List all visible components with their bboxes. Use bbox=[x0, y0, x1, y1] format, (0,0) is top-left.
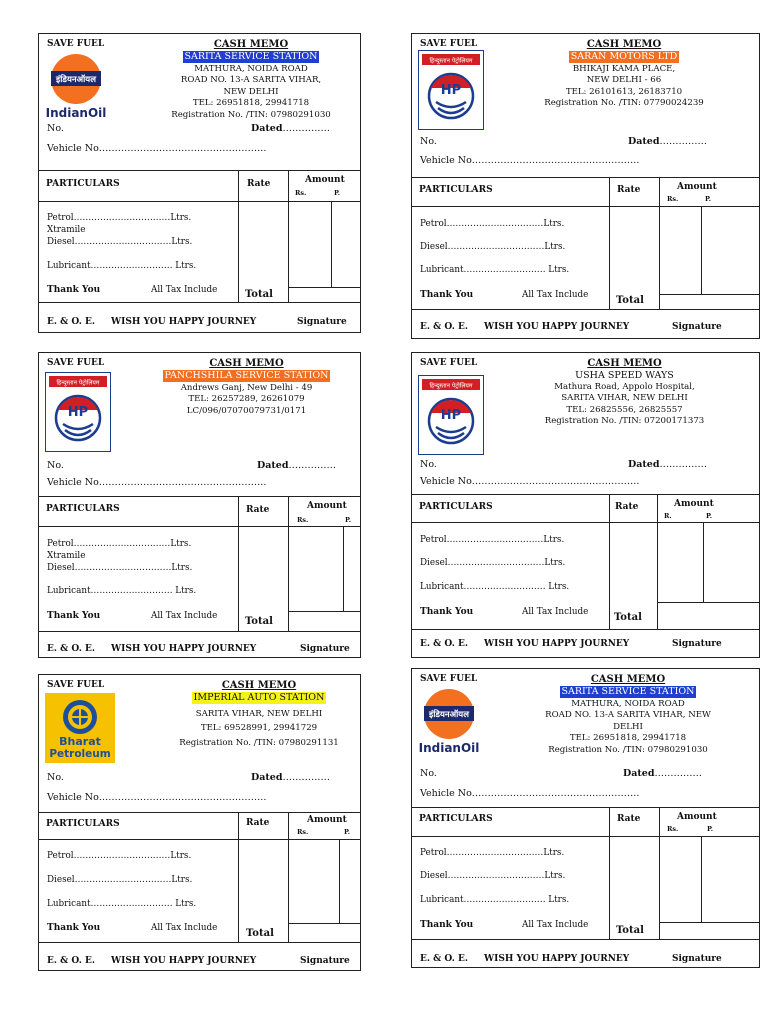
indianoil-icon bbox=[418, 687, 482, 757]
cash-memo-2 bbox=[411, 33, 760, 339]
particulars-table bbox=[39, 496, 360, 632]
memo-header bbox=[149, 358, 344, 417]
memo-number-label: No. bbox=[47, 460, 64, 471]
svg-text:HP: HP bbox=[67, 405, 89, 420]
diesel-line: Diesel……………………………Ltrs. bbox=[47, 563, 193, 573]
total-label: Total bbox=[614, 612, 642, 623]
total-label: Total bbox=[245, 616, 273, 627]
memo-number-label: No. bbox=[420, 768, 437, 779]
particulars-header: PARTICULARS bbox=[46, 819, 120, 829]
memo-header bbox=[161, 39, 341, 121]
dated-field: Dated…………… bbox=[628, 459, 707, 470]
svg-text:हिन्दुस्तान पेट्रोलियम: हिन्दुस्तान पेट्रोलियम bbox=[429, 57, 473, 65]
paise-label: P. bbox=[706, 512, 713, 520]
petrol-line: Petrol……………………………Ltrs. bbox=[47, 539, 192, 549]
signature-label: Signature bbox=[300, 956, 350, 966]
cash-memo-1 bbox=[38, 33, 361, 333]
rate-header: Rate bbox=[246, 818, 270, 828]
telephone: TEL: 26951818, 29941718 bbox=[569, 733, 687, 743]
rupees-label: Rs. bbox=[667, 825, 679, 833]
eoe-label: E. & O. E. bbox=[47, 956, 95, 966]
registration-no: Registration No. /TIN: 07980291131 bbox=[179, 737, 339, 748]
rupees-label: Rs. bbox=[297, 828, 309, 836]
bharat-petroleum-logo bbox=[45, 693, 115, 763]
wish-label: WISH YOU HAPPY JOURNEY bbox=[484, 322, 630, 332]
eoe-label: E. & O. E. bbox=[420, 954, 468, 964]
memo-header bbox=[169, 680, 349, 749]
svg-text:इंडियनऑयल: इंडियनऑयल bbox=[56, 75, 96, 85]
all-tax-label: All Tax Include bbox=[151, 923, 218, 933]
thank-you-label: Thank You bbox=[420, 920, 474, 930]
xtramile-line: Xtramile bbox=[47, 225, 86, 235]
total-label: Total bbox=[245, 289, 273, 300]
signature-label: Signature bbox=[672, 639, 722, 649]
vehicle-no-field: Vehicle No…………………………………………….. bbox=[47, 792, 267, 803]
eoe-label: E. & O. E. bbox=[47, 644, 95, 654]
paise-label: P. bbox=[334, 189, 341, 197]
telephone: TEL: 69528991, 29941729 bbox=[200, 723, 318, 733]
amount-header: Amount bbox=[674, 499, 714, 509]
particulars-table bbox=[39, 170, 360, 303]
lubricant-line: Lubricant………………………. Ltrs. bbox=[47, 586, 197, 596]
address-line: NEW DELHI bbox=[223, 86, 279, 97]
all-tax-label: All Tax Include bbox=[151, 611, 218, 621]
telephone: TEL: 26951818, 29941718 bbox=[192, 98, 310, 108]
particulars-header: PARTICULARS bbox=[419, 814, 493, 824]
cash-memo-title: CASH MEMO bbox=[221, 680, 297, 691]
dated-field: Dated…………… bbox=[628, 136, 707, 147]
cash-memo-title: CASH MEMO bbox=[213, 39, 289, 50]
signature-label: Signature bbox=[300, 644, 350, 654]
registration-no: Registration No. /TIN: 07980291030 bbox=[171, 109, 331, 120]
rupees-label: Rs. bbox=[297, 516, 309, 524]
rupees-label: Rs. bbox=[667, 195, 679, 203]
address-line: Mathura Road, Appolo Hospital, bbox=[554, 381, 695, 392]
bharat-petroleum-icon bbox=[45, 693, 115, 763]
station-name: PANCHSHILA SERVICE STATION bbox=[164, 370, 329, 381]
save-fuel-label: SAVE FUEL bbox=[47, 680, 105, 690]
address-line: DELHI bbox=[613, 721, 643, 732]
all-tax-label: All Tax Include bbox=[522, 290, 589, 300]
telephone: TEL: 26257289, 26261079 bbox=[188, 394, 305, 404]
all-tax-label: All Tax Include bbox=[151, 285, 218, 295]
address-line: ROAD NO. 13-A SARITA VIHAR, bbox=[180, 75, 322, 85]
svg-text:इंडियनऑयल: इंडियनऑयल bbox=[429, 710, 469, 720]
amount-header: Amount bbox=[307, 501, 347, 511]
petrol-line: Petrol……………………………Ltrs. bbox=[420, 219, 565, 229]
save-fuel-label: SAVE FUEL bbox=[47, 39, 105, 49]
wish-label: WISH YOU HAPPY JOURNEY bbox=[484, 954, 630, 964]
signature-label: Signature bbox=[672, 322, 722, 332]
dated-field: Dated…………… bbox=[251, 123, 330, 134]
petrol-line: Petrol……………………………Ltrs. bbox=[47, 213, 192, 223]
petrol-line: Petrol……………………………Ltrs. bbox=[420, 535, 565, 545]
svg-text:हिन्दुस्तान पेट्रोलियम: हिन्दुस्तान पेट्रोलियम bbox=[56, 379, 100, 387]
svg-text:HP: HP bbox=[440, 83, 462, 98]
save-fuel-label: SAVE FUEL bbox=[420, 674, 478, 684]
petrol-line: Petrol……………………………Ltrs. bbox=[47, 851, 192, 861]
all-tax-label: All Tax Include bbox=[522, 607, 589, 617]
dated-field: Dated…………… bbox=[251, 772, 330, 783]
memo-number-label: No. bbox=[47, 123, 64, 134]
address-line: SARITA VIHAR, NEW DELHI bbox=[561, 393, 688, 403]
cash-memo-title: CASH MEMO bbox=[590, 674, 666, 685]
svg-text:IndianOil: IndianOil bbox=[45, 106, 107, 120]
amount-header: Amount bbox=[677, 182, 717, 192]
total-label: Total bbox=[616, 295, 644, 306]
rate-header: Rate bbox=[615, 502, 639, 512]
svg-text:हिन्दुस्तान पेट्रोलियम: हिन्दुस्तान पेट्रोलियम bbox=[429, 382, 473, 390]
lubricant-line: Lubricant………………………. Ltrs. bbox=[420, 895, 570, 905]
cash-memo-4 bbox=[411, 352, 760, 658]
wish-label: WISH YOU HAPPY JOURNEY bbox=[111, 317, 257, 327]
lubricant-line: Lubricant………………………. Ltrs. bbox=[420, 265, 570, 275]
hp-icon bbox=[418, 50, 484, 130]
cash-memo-title: CASH MEMO bbox=[209, 358, 284, 369]
cash-memo-title: CASH MEMO bbox=[586, 39, 662, 50]
xtramile-line: Xtramile bbox=[47, 551, 86, 561]
station-name: IMPERIAL AUTO STATION bbox=[193, 692, 325, 703]
paise-label: P. bbox=[707, 825, 714, 833]
eoe-label: E. & O. E. bbox=[420, 639, 468, 649]
indianoil-icon bbox=[45, 52, 109, 122]
particulars-table bbox=[39, 812, 360, 943]
amount-header: Amount bbox=[305, 175, 345, 185]
address-line: NEW DELHI - 66 bbox=[586, 75, 662, 85]
lubricant-line: Lubricant………………………. Ltrs. bbox=[47, 261, 197, 271]
address-line: SARITA VIHAR, NEW DELHI bbox=[195, 708, 323, 719]
paise-label: P. bbox=[344, 828, 351, 836]
total-label: Total bbox=[616, 925, 644, 936]
thank-you-label: Thank You bbox=[47, 285, 101, 295]
total-label: Total bbox=[246, 928, 274, 939]
indianoil-logo bbox=[418, 687, 482, 757]
telephone: TEL: 26101613, 26183710 bbox=[565, 86, 683, 97]
vehicle-no-field: Vehicle No…………………………………………….. bbox=[420, 476, 640, 487]
particulars-header: PARTICULARS bbox=[46, 504, 120, 514]
amount-header: Amount bbox=[677, 812, 717, 822]
hp-icon bbox=[45, 372, 111, 452]
hp-logo bbox=[45, 372, 111, 452]
vehicle-no-field: Vehicle No…………………………………………….. bbox=[47, 477, 267, 488]
memo-number-label: No. bbox=[420, 136, 437, 147]
svg-text:Petroleum: Petroleum bbox=[49, 748, 111, 760]
license-no: LC/096/07070079731/0171 bbox=[186, 405, 307, 416]
thank-you-label: Thank You bbox=[47, 611, 101, 621]
vehicle-no-field: Vehicle No…………………………………………….. bbox=[47, 143, 267, 154]
signature-label: Signature bbox=[297, 317, 347, 327]
petrol-line: Petrol……………………………Ltrs. bbox=[420, 848, 565, 858]
address-line: MATHURA, NOIDA ROAD bbox=[571, 698, 685, 709]
registration-no: Registration No. /TIN: 07980291030 bbox=[548, 744, 708, 755]
vehicle-no-field: Vehicle No…………………………………………….. bbox=[420, 155, 640, 166]
wish-label: WISH YOU HAPPY JOURNEY bbox=[484, 639, 630, 649]
diesel-line: Diesel……………………………Ltrs. bbox=[420, 871, 566, 881]
signature-label: Signature bbox=[672, 954, 722, 964]
station-name: SARITA SERVICE STATION bbox=[184, 51, 318, 62]
paise-label: P. bbox=[705, 195, 712, 203]
memo-number-label: No. bbox=[47, 772, 64, 783]
rate-header: Rate bbox=[617, 185, 641, 195]
vehicle-no-field: Vehicle No…………………………………………….. bbox=[420, 788, 640, 799]
registration-no: Registration No. /TIN: 07200171373 bbox=[544, 416, 705, 426]
particulars-table bbox=[412, 177, 759, 310]
memo-number-label: No. bbox=[420, 459, 437, 470]
telephone: TEL: 26825556, 26825557 bbox=[566, 404, 683, 415]
rate-header: Rate bbox=[247, 179, 271, 189]
diesel-line: Diesel……………………………Ltrs. bbox=[47, 237, 193, 247]
all-tax-label: All Tax Include bbox=[522, 920, 589, 930]
wish-label: WISH YOU HAPPY JOURNEY bbox=[111, 644, 257, 654]
station-name: SARITA SERVICE STATION bbox=[561, 686, 695, 697]
rupees-label: R. bbox=[664, 512, 672, 520]
cash-memo-3 bbox=[38, 352, 361, 658]
wish-label: WISH YOU HAPPY JOURNEY bbox=[111, 956, 257, 966]
particulars-header: PARTICULARS bbox=[46, 179, 120, 189]
hp-logo bbox=[418, 375, 484, 455]
lubricant-line: Lubricant………………………. Ltrs. bbox=[47, 899, 197, 909]
eoe-label: E. & O. E. bbox=[420, 322, 468, 332]
rate-header: Rate bbox=[246, 505, 270, 515]
diesel-line: Diesel……………………………Ltrs. bbox=[47, 875, 193, 885]
thank-you-label: Thank You bbox=[420, 607, 474, 617]
thank-you-label: Thank You bbox=[47, 923, 101, 933]
diesel-line: Diesel……………………………Ltrs. bbox=[420, 558, 566, 568]
svg-text:Bharat: Bharat bbox=[59, 735, 101, 748]
hp-icon bbox=[418, 375, 484, 455]
station-name: USHA SPEED WAYS bbox=[575, 370, 674, 381]
memo-header bbox=[530, 674, 726, 756]
eoe-label: E. & O. E. bbox=[47, 317, 95, 327]
address-line: Andrews Ganj, New Delhi - 49 bbox=[180, 382, 313, 393]
address-line: MATHURA, NOIDA ROAD bbox=[194, 63, 308, 74]
cash-memo-5 bbox=[38, 674, 361, 971]
particulars-table bbox=[412, 807, 759, 940]
particulars-header: PARTICULARS bbox=[419, 502, 493, 512]
svg-text:HP: HP bbox=[440, 408, 462, 423]
save-fuel-label: SAVE FUEL bbox=[420, 39, 478, 49]
cash-memo-title: CASH MEMO bbox=[587, 358, 662, 369]
particulars-header: PARTICULARS bbox=[419, 185, 493, 195]
diesel-line: Diesel……………………………Ltrs. bbox=[420, 242, 566, 252]
lubricant-line: Lubricant………………………. Ltrs. bbox=[420, 582, 570, 592]
save-fuel-label: SAVE FUEL bbox=[420, 358, 478, 368]
svg-text:IndianOil: IndianOil bbox=[418, 741, 480, 755]
dated-field: Dated…………… bbox=[623, 768, 702, 779]
rupees-label: Rs. bbox=[295, 189, 307, 197]
indianoil-logo bbox=[45, 52, 109, 122]
particulars-table bbox=[412, 494, 759, 630]
address-line: BHIKAJI KAMA PLACE, bbox=[572, 63, 676, 74]
memo-header bbox=[532, 358, 717, 428]
registration-no: Registration No. /TIN: 07790024239 bbox=[544, 98, 704, 108]
address-line: ROAD NO. 13-A SARITA VIHAR, NEW bbox=[545, 710, 711, 720]
cash-memo-6 bbox=[411, 668, 760, 968]
paise-label: P. bbox=[345, 516, 352, 524]
station-name: SARAN MOTORS LTD bbox=[570, 51, 678, 62]
memo-header bbox=[534, 39, 714, 110]
hp-logo bbox=[418, 50, 484, 130]
dated-field: Dated…………… bbox=[257, 460, 336, 471]
amount-header: Amount bbox=[307, 815, 347, 825]
save-fuel-label: SAVE FUEL bbox=[47, 358, 105, 368]
thank-you-label: Thank You bbox=[420, 290, 474, 300]
rate-header: Rate bbox=[617, 814, 641, 824]
